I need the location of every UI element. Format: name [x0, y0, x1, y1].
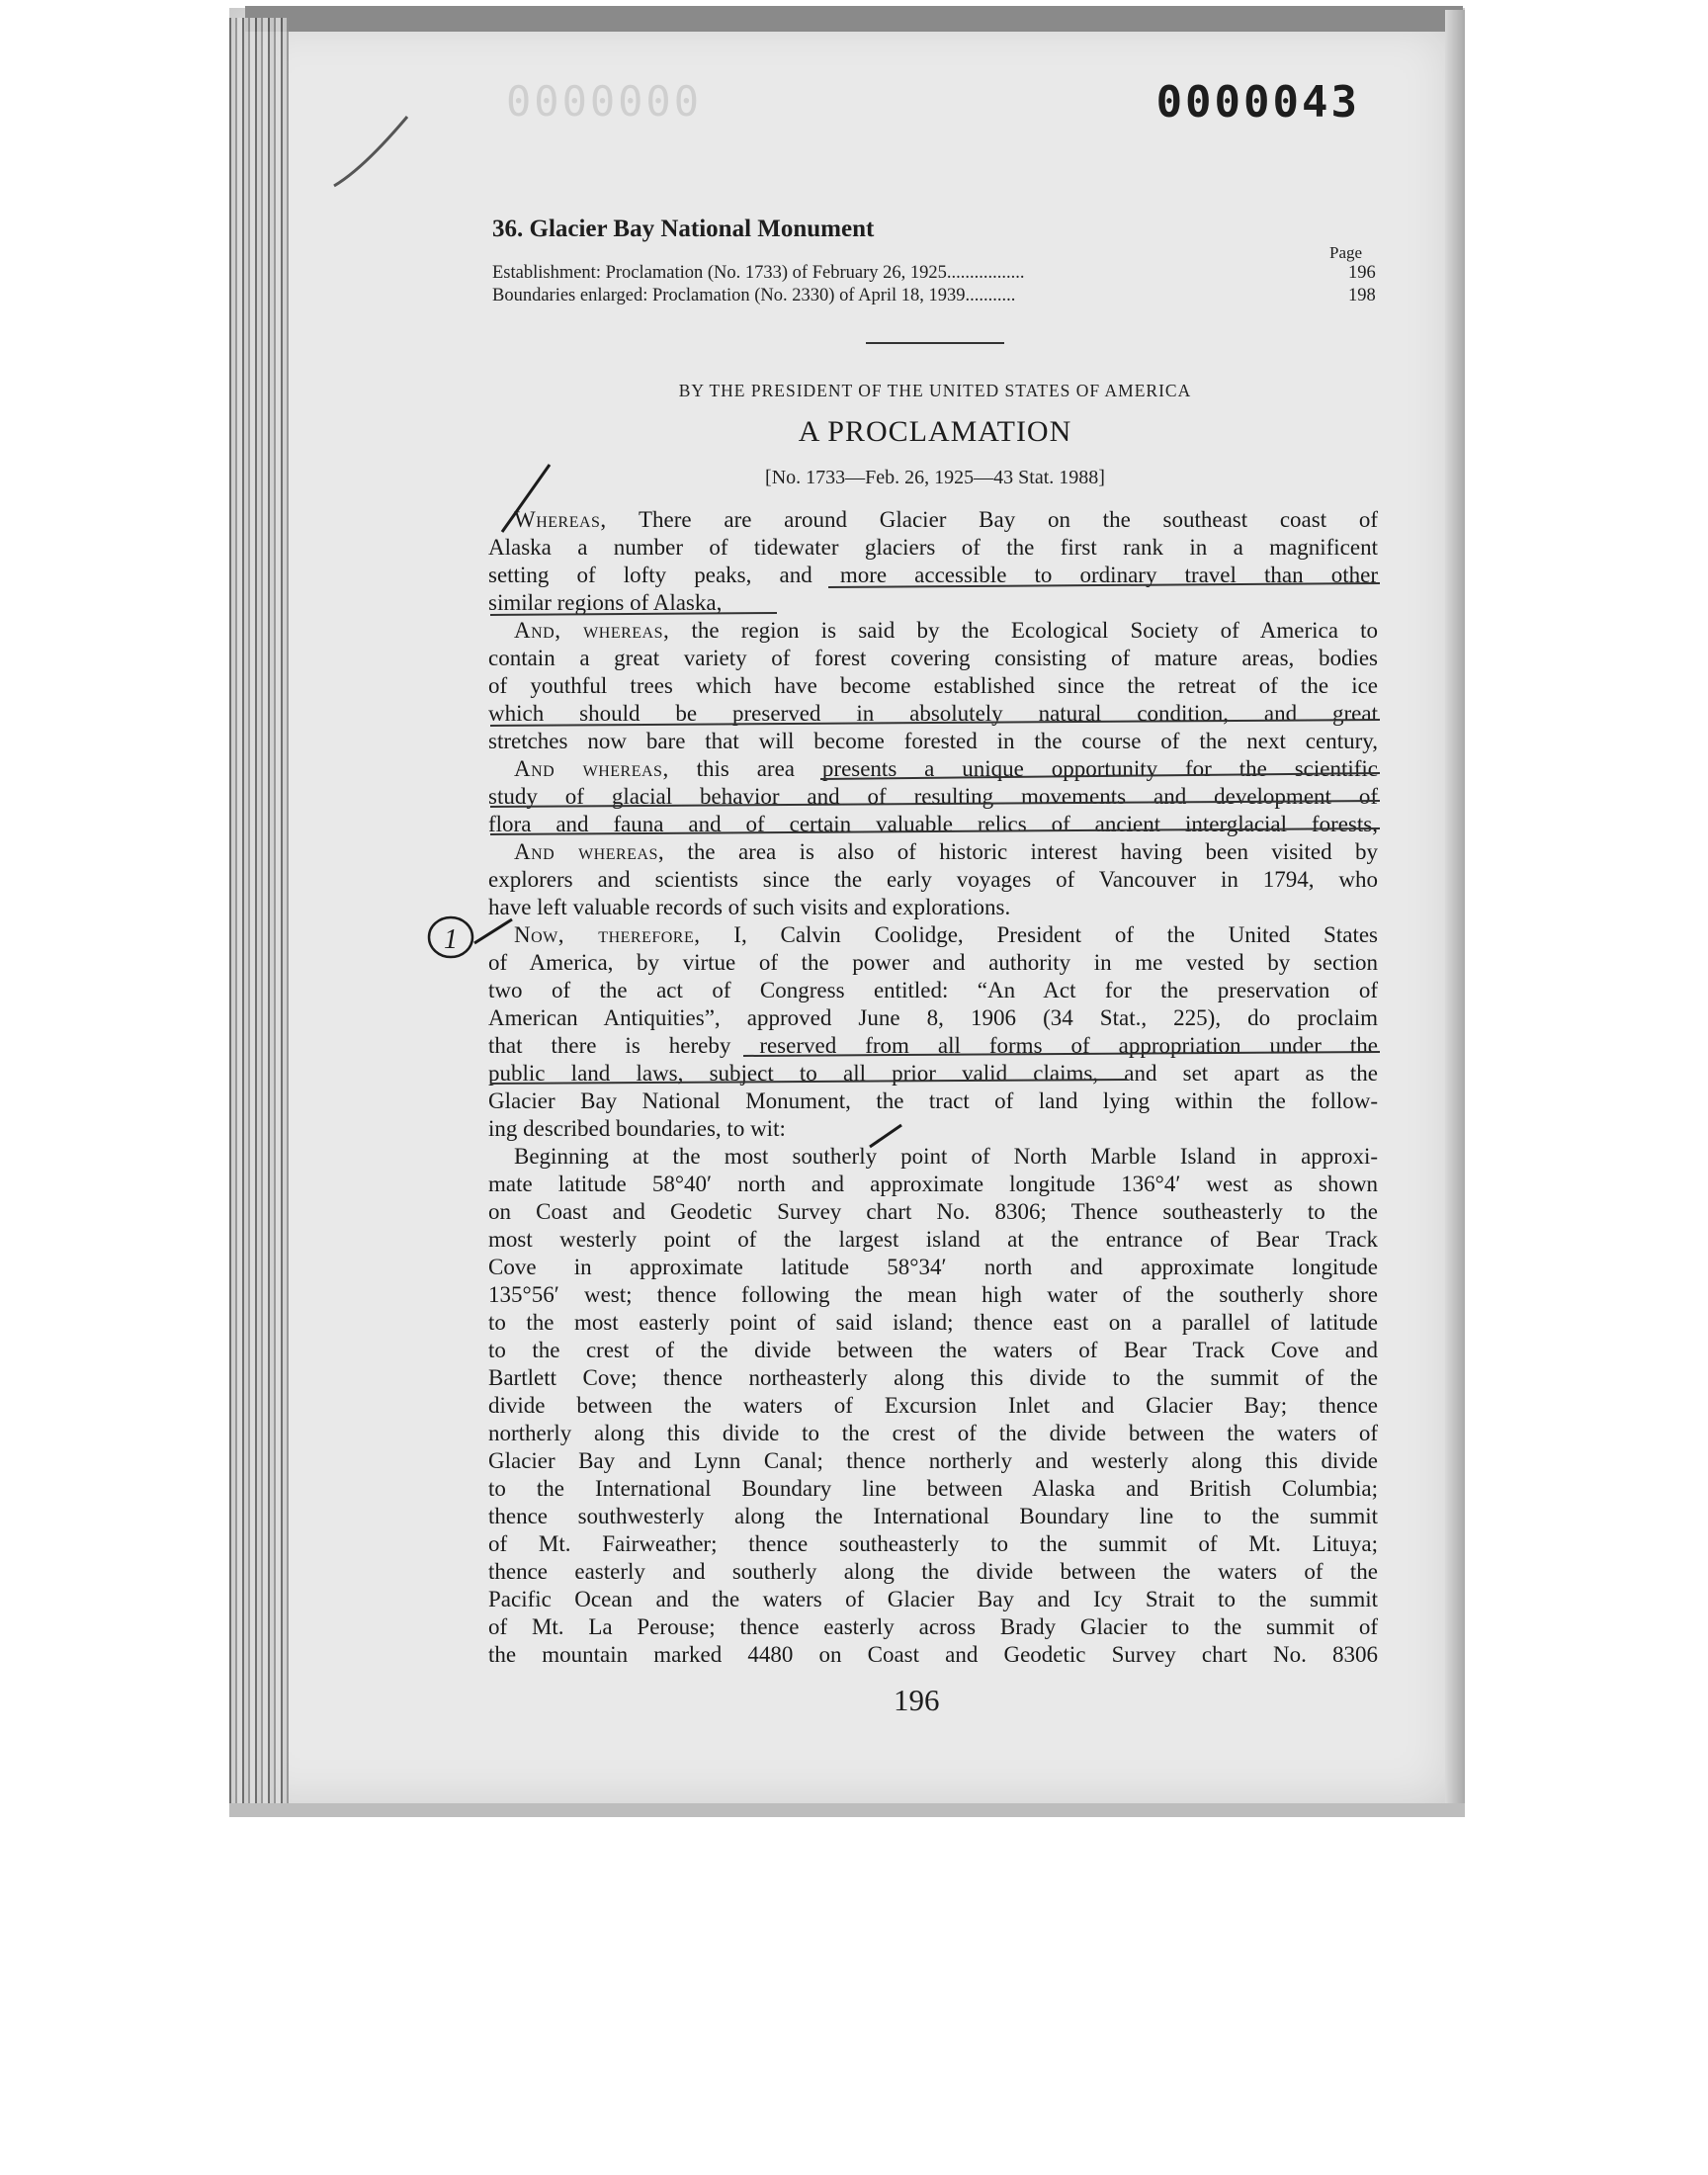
line-text: explorers and scientists since the early voyages of Vancouver in 1794, who	[488, 867, 1378, 892]
line-text: thence southwesterly along the International Boundary line to the summit	[488, 1504, 1378, 1528]
line-text: study of glacial behavior and of resulting movements and development of	[488, 784, 1378, 809]
section-divider	[866, 342, 1004, 344]
body-text-line	[488, 922, 1378, 948]
body-text-line	[488, 1531, 1378, 1557]
body-text-line	[488, 1282, 1378, 1308]
line-text: most westerly point of the largest island at the entrance of Bear Track	[488, 1227, 1378, 1252]
body-text-line	[488, 701, 1378, 727]
line-text: the mountain marked 4480 on Coast and Geodetic Survey chart No. 8306	[488, 1642, 1378, 1667]
body-text-line	[488, 1088, 1378, 1114]
line-text: of America, by virtue of the power and authority in me vested by section	[488, 950, 1378, 975]
line-text: of youthful trees which have become established since the retreat of the ice	[488, 673, 1378, 698]
line-text: contain a great variety of forest covering consisting of mature areas, bodies	[488, 646, 1378, 670]
line-text: which should be preserved in absolutely natural condition, and great	[488, 701, 1378, 726]
body-text-line	[488, 618, 1378, 644]
body-text-line	[488, 1365, 1378, 1391]
line-text: on Coast and Geodetic Survey chart No. 8306; Thence southeasterly to the	[488, 1199, 1378, 1224]
margin-number: 1	[444, 924, 458, 955]
line-text: two of the act of Congress entitled: “An Act for the preservation of	[488, 978, 1378, 1002]
toc-entry-page: 196	[1348, 263, 1376, 283]
page-bottom-edge	[229, 1803, 1465, 1817]
by-line: BY THE PRESIDENT OF THE UNITED STATES OF AMERICA	[678, 381, 1192, 400]
body-text-line	[488, 1504, 1378, 1529]
page-right-edge	[1445, 10, 1465, 1815]
clause-lead-word: Now, therefore,	[514, 922, 701, 947]
toc-row	[492, 286, 1382, 306]
body-text-line	[488, 867, 1378, 893]
line-text: divide between the waters of Excursion Inlet and Glacier Bay; thence	[488, 1393, 1378, 1418]
line-text: northerly along this divide to the crest of the divide between the waters of	[488, 1421, 1378, 1445]
body-text-line	[488, 1476, 1378, 1502]
body-text-line	[488, 1587, 1378, 1612]
body-text-line	[488, 895, 1378, 920]
body-text-line	[488, 1116, 1378, 1142]
body-text-line	[488, 1559, 1378, 1585]
body-text-line	[488, 535, 1378, 561]
body-text-line	[488, 1144, 1378, 1170]
clause-lead-word: Whereas,	[514, 507, 607, 532]
line-text: similar regions of Alaska,	[488, 590, 723, 615]
line-text: stretches now bare that will become forested in the course of the next century,	[488, 729, 1378, 753]
line-text: this area presents a unique opportunity for the scientific	[668, 756, 1378, 781]
line-text: Beginning at the most southerly point of North Marble Island in approxi-	[514, 1144, 1378, 1169]
line-text: ing described boundaries, to wit:	[488, 1116, 786, 1141]
body-text-line	[488, 978, 1378, 1003]
line-text: have left valuable records of such visits and explorations.	[488, 895, 1011, 919]
line-text: Glacier Bay and Lynn Canal; thence northerly and westerly along this divide	[488, 1448, 1378, 1473]
line-text: to the most easterly point of said island; thence east on a parallel of latitude	[488, 1310, 1378, 1335]
body-text-line	[488, 1642, 1378, 1668]
body-text-line	[488, 646, 1378, 671]
page-top-edge	[245, 6, 1463, 32]
body-text-line	[488, 507, 1378, 533]
body-text-line	[488, 729, 1378, 754]
toc-entry-text: Boundaries enlarged: Proclamation (No. 2330) of April 18, 1939...........	[492, 286, 1016, 305]
toc-entry-page: 198	[1348, 286, 1376, 305]
page-stack-edge	[229, 18, 289, 1815]
ghost-stamp-number: 0000000	[506, 77, 703, 126]
line-text: setting of lofty peaks, and more accessible to ordinary travel than other	[488, 563, 1378, 587]
line-text: 135°56′ west; thence following the mean high water of the southerly shore	[488, 1282, 1378, 1307]
body-text-line	[488, 1614, 1378, 1640]
line-text: Alaska a number of tidewater glaciers of the first rank in a magnificent	[488, 535, 1378, 560]
clause-lead-word: And whereas,	[514, 756, 669, 781]
line-text: Bartlett Cove; thence northeasterly along this divide to the summit of the	[488, 1365, 1378, 1390]
line-text: There are around Glacier Bay on the southeast coast of	[606, 507, 1378, 532]
body-text-line	[488, 1199, 1378, 1225]
body-text-line	[488, 1255, 1378, 1280]
page-title: 36. Glacier Bay National Monument	[492, 216, 875, 242]
page-number: 196	[894, 1683, 940, 1717]
clause-lead-word: And, whereas,	[514, 618, 670, 643]
proclamation-citation: [No. 1733—Feb. 26, 1925—43 Stat. 1988]	[765, 467, 1105, 488]
body-text-line	[488, 756, 1378, 782]
body-text-line	[488, 1227, 1378, 1253]
line-text: to the International Boundary line between Alaska and British Columbia;	[488, 1476, 1378, 1501]
body-text-line	[488, 1338, 1378, 1363]
body-text-line	[488, 1421, 1378, 1446]
body-text-line	[488, 950, 1378, 976]
line-text: Pacific Ocean and the waters of Glacier Bay and Icy Strait to the summit	[488, 1587, 1378, 1611]
body-text-line	[488, 1061, 1378, 1087]
proclamation-heading: A PROCLAMATION	[798, 415, 1072, 448]
body-text-line	[488, 1172, 1378, 1197]
line-text: flora and fauna and of certain valuable relics of ancient interglacial forests,	[488, 812, 1378, 836]
body-text-line	[488, 839, 1378, 865]
line-text: Cove in approximate latitude 58°34′ north and approximate longitude	[488, 1255, 1378, 1279]
body-text-line	[488, 673, 1378, 699]
line-text: the area is also of historic interest having been visited by	[664, 839, 1378, 864]
toc-entry-text: Establishment: Proclamation (No. 1733) of February 26, 1925.................	[492, 263, 1025, 283]
body-text-line	[488, 563, 1378, 588]
line-text: thence easterly and southerly along the divide between the waters of the	[488, 1559, 1378, 1584]
body-text-line	[488, 590, 1378, 616]
clause-lead-word: And whereas,	[514, 839, 665, 864]
line-text: mate latitude 58°40′ north and approximate longitude 136°4′ west as shown	[488, 1172, 1378, 1196]
line-text: the region is said by the Ecological Society of America to	[669, 618, 1378, 643]
body-text-line	[488, 1033, 1378, 1059]
body-text-line	[488, 1005, 1378, 1031]
body-text-line	[488, 812, 1378, 837]
body-text-line	[488, 1448, 1378, 1474]
toc-row	[492, 263, 1382, 284]
body-text-line	[488, 1310, 1378, 1336]
line-text: public land laws, subject to all prior valid claims, and set apart as the	[488, 1061, 1378, 1086]
line-text: American Antiquities”, approved June 8, 1906 (34 Stat., 225), do proclaim	[488, 1005, 1378, 1030]
line-text: of Mt. La Perouse; thence easterly across Brady Glacier to the summit of	[488, 1614, 1378, 1639]
line-text: to the crest of the divide between the waters of Bear Track Cove and	[488, 1338, 1378, 1362]
line-text: I, Calvin Coolidge, President of the United States	[700, 922, 1378, 947]
document-stamp-number: 0000043	[1155, 77, 1360, 128]
line-text: Glacier Bay National Monument, the tract of land lying within the follow-	[488, 1088, 1378, 1113]
page-column-label: Page	[1329, 243, 1363, 262]
line-text: of Mt. Fairweather; thence southeasterly to the summit of Mt. Lituya;	[488, 1531, 1378, 1556]
body-text-line	[488, 784, 1378, 810]
body-text-line	[488, 1393, 1378, 1419]
line-text: that there is hereby reserved from all forms of appropriation under the	[488, 1033, 1378, 1058]
